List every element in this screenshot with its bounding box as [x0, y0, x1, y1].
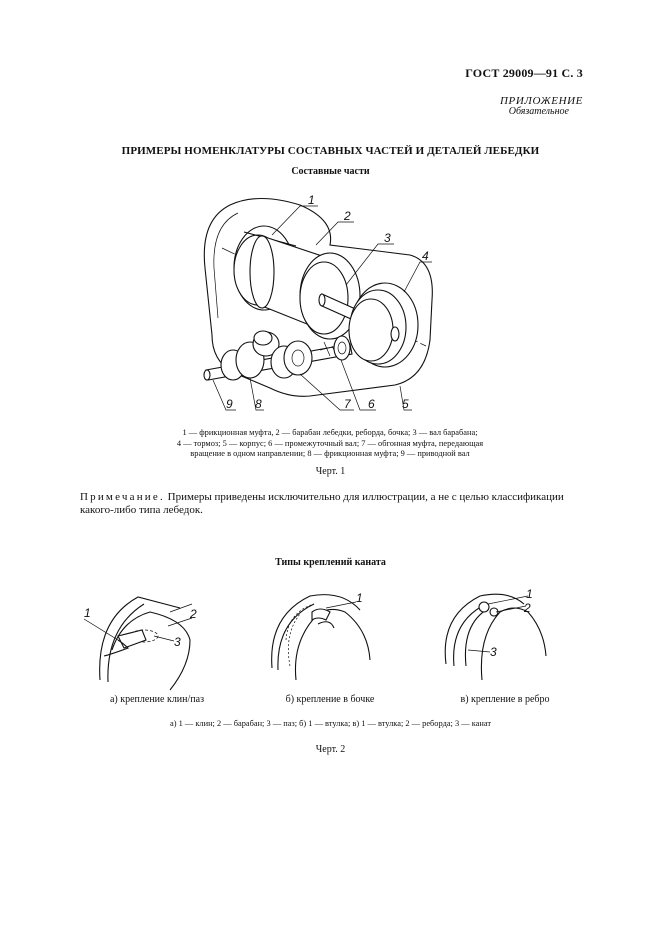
appendix-status: Обязательное	[508, 106, 569, 117]
callout-3: 3	[384, 231, 391, 245]
callout-2: 2	[344, 209, 351, 223]
callout-7: 7	[344, 397, 351, 411]
callout-6: 6	[368, 397, 375, 411]
c-callout-3: 3	[490, 645, 497, 659]
callout-4: 4	[422, 249, 429, 263]
appendix-label: ПРИЛОЖЕНИЕ	[500, 95, 583, 107]
figure2-subtitle: Типы креплений каната	[275, 557, 386, 568]
callout-8: 8	[255, 397, 262, 411]
a-callout-3: 3	[174, 635, 181, 649]
a-callout-1: 1	[84, 606, 91, 620]
note-text: Примеры приведены исключительно для иллюстрации, а не с целью классификации какого-либо типа лебедок.	[80, 491, 564, 516]
note-lead: Примечание.	[80, 491, 165, 503]
document-title: ПРИМЕРЫ НОМЕНКЛАТУРЫ СОСТАВНЫХ ЧАСТЕЙ И ДЕТАЛЕЙ ЛЕБЕДКИ	[121, 145, 540, 157]
figure2-legend: а) 1 — клин; 2 — барабан; 3 — паз; б) 1 — втулка; в) 1 — втулка; 2 — реборда; 3 — канат	[169, 719, 492, 728]
legend-line-2: 4 — тормоз; 5 — корпус; 6 — промежуточный вал; 7 — обгонная муфта, передающая	[176, 438, 484, 448]
b-callout-1: 1	[356, 591, 363, 605]
panel-a-label: а) крепление клин/паз	[109, 694, 205, 705]
callout-9: 9	[226, 397, 233, 411]
figure1-caption: Черт. 1	[315, 466, 346, 477]
callout-5: 5	[402, 397, 409, 411]
panel-c-label: в) крепление в ребро	[460, 694, 550, 705]
c-callout-1: 1	[526, 587, 533, 601]
standard-number: ГОСТ 29009—91 С. 3	[465, 66, 583, 80]
figure2-caption: Черт. 2	[315, 744, 346, 755]
panel-b-label: б) крепление в бочке	[285, 694, 375, 705]
legend-line-1: 1 — фрикционная муфта, 2 — барабан лебедки, реборда, бочка; 3 — вал барабана;	[182, 428, 478, 437]
legend-line-3: вращение в одном направлении; 8 — фрикционная муфта; 9 — приводной вал	[190, 449, 470, 458]
figure1-subtitle: Составные части	[291, 166, 370, 177]
c-callout-2: 2	[524, 601, 531, 615]
callout-1: 1	[308, 193, 315, 207]
a-callout-2: 2	[190, 607, 197, 621]
